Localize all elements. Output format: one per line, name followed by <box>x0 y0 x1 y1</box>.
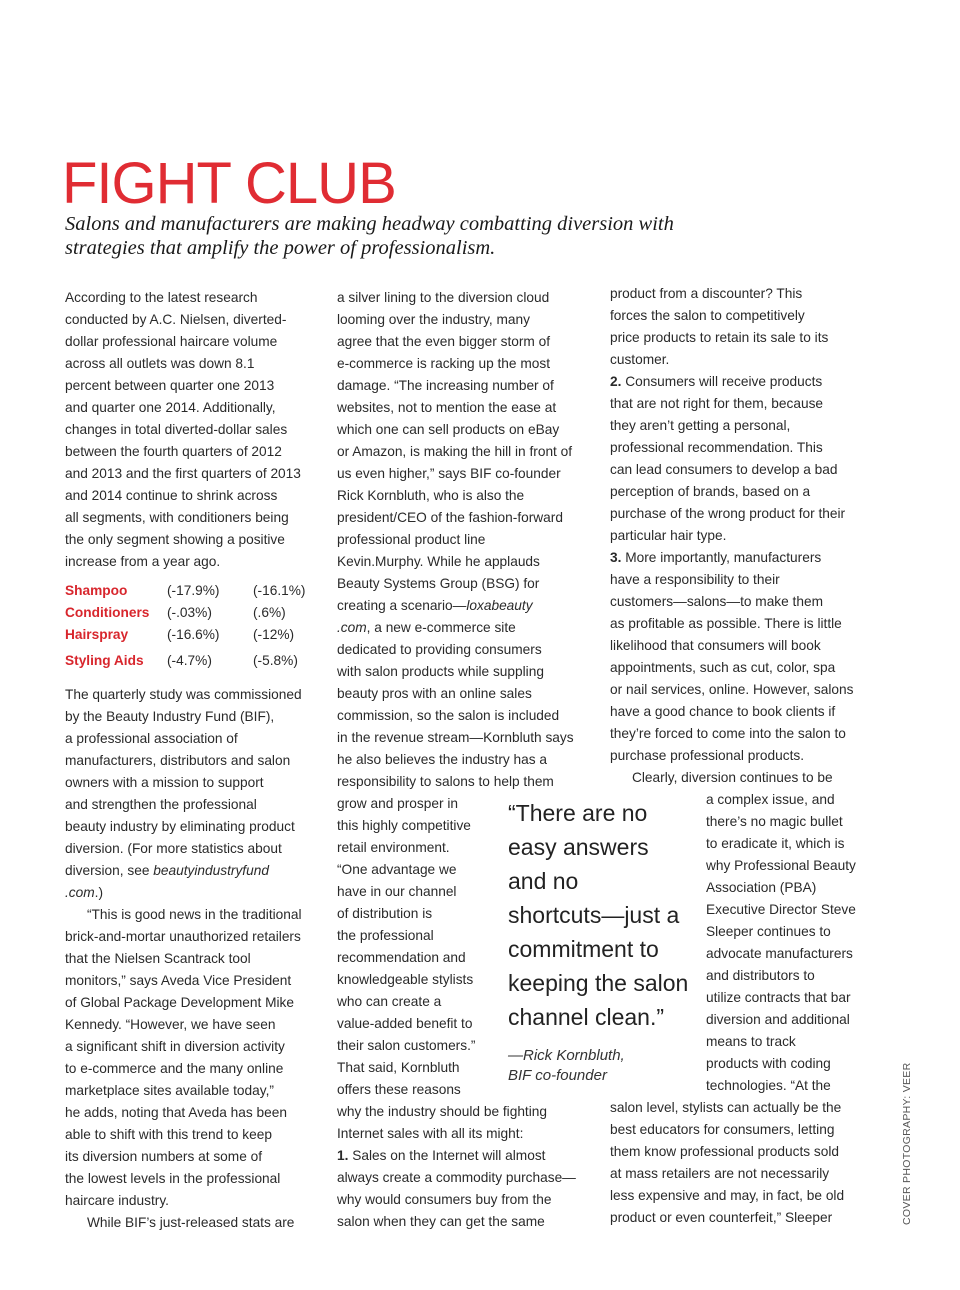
website-link[interactable]: loxabeauty <box>466 598 533 613</box>
text-line <box>337 1145 595 1167</box>
stat-row <box>65 624 323 646</box>
article-subtitle <box>65 212 765 260</box>
website-link[interactable]: .com <box>65 885 95 900</box>
text-line: which one can sell products on eBay <box>337 422 560 437</box>
text-line: beauty pros with an online sales <box>337 686 532 701</box>
text-line: value-added benefit to <box>337 1016 473 1031</box>
text-line: likelihood that consumers will book <box>610 638 821 653</box>
website-link[interactable]: .com <box>337 620 367 635</box>
text-line: Sleeper continues to <box>706 924 831 939</box>
stat-value: (-12%) <box>253 627 295 642</box>
text-line: product from a discounter? This <box>610 286 803 301</box>
text-line: across all outlets was down 8.1 <box>65 356 255 371</box>
text-line: and distributors to <box>706 968 815 983</box>
stat-label: Conditioners <box>65 605 150 620</box>
text-line: changes in total diverted-dollar sales <box>65 422 288 437</box>
text-line: have in our channel <box>337 884 457 899</box>
text-line: Kevin.Murphy. While he applauds <box>337 554 540 569</box>
text-line: recommendation and <box>337 950 466 965</box>
text-line: why Professional Beauty <box>706 858 856 873</box>
text-line: at mass retailers are not necessarily <box>610 1166 830 1181</box>
text-run: Consumers will receive products <box>621 374 823 389</box>
text-line: best educators for consumers, letting <box>610 1122 835 1137</box>
text-line: Association (PBA) <box>706 880 817 895</box>
list-number: 1. <box>337 1148 349 1163</box>
text-line: have a good chance to book clients if <box>610 704 836 719</box>
text-line: products with coding <box>706 1056 831 1071</box>
text-line: forces the salon to competitively <box>610 308 805 323</box>
text-line: price products to retain its sale to its <box>610 330 829 345</box>
stat-label: Hairspray <box>65 627 129 642</box>
column-3 <box>610 283 868 1229</box>
text-line: haircare industry. <box>65 1193 169 1208</box>
quote-line: easy answers <box>508 834 649 860</box>
text-line: technologies. “At the <box>706 1078 831 1093</box>
text-line: knowledgeable stylists <box>337 972 474 987</box>
text-line: dedicated to providing consumers <box>337 642 542 657</box>
stat-row <box>65 580 323 602</box>
attribution-line: BIF co-founder <box>508 1067 607 1084</box>
study-paragraph <box>65 684 323 904</box>
stat-value: (.6%) <box>253 605 286 620</box>
text-line <box>610 371 868 393</box>
intro-paragraph <box>65 287 323 573</box>
text-line: Rick Kornbluth, who is also the <box>337 488 525 503</box>
text-line: grow and prosper in <box>337 796 458 811</box>
text-run: , a new e-commerce site <box>366 620 516 635</box>
text-line: Clearly, diversion continues to be <box>632 770 833 785</box>
text-line: able to shift with this trend to keep <box>65 1127 272 1142</box>
text-line: the professional <box>337 928 434 943</box>
text-line: them know professional products sold <box>610 1144 840 1159</box>
text-line: manufacturers, distributors and salon <box>65 753 291 768</box>
text-line: why would consumers buy from the <box>337 1192 552 1207</box>
list-number: 3. <box>610 550 622 565</box>
text-line: salon level, stylists can actually be the <box>610 1100 842 1115</box>
text-line: Executive Director Steve <box>706 902 856 917</box>
text-line: advocate manufacturers <box>706 946 853 961</box>
text-line: responsibility to salons to help them <box>337 774 554 789</box>
text-line: appointments, such as cut, color, spa <box>610 660 836 675</box>
text-run: More importantly, manufacturers <box>621 550 822 565</box>
text-line: particular hair type. <box>610 528 727 543</box>
text-line: the only segment showing a positive <box>65 532 285 547</box>
text-line: that are not right for them, because <box>610 396 824 411</box>
text-line: as profitable as possible. There is little <box>610 616 842 631</box>
text-line: looming over the industry, many <box>337 312 530 327</box>
article-title: FIGHT CLUB <box>62 151 396 216</box>
text-line: salon when they can get the same <box>337 1214 545 1229</box>
text-run: creating a scenario— <box>337 598 467 613</box>
text-line: diversion and additional <box>706 1012 850 1027</box>
column-2 <box>337 287 595 1233</box>
text-line: between the fourth quarters of 2012 <box>65 444 282 459</box>
text-line: its diversion numbers at some of <box>65 1149 263 1164</box>
subtitle-line: strategies that amplify the power of professionalism. <box>65 237 496 259</box>
text-line: retail environment. <box>337 840 450 855</box>
text-line <box>65 882 323 904</box>
quote-line: “There are no <box>508 800 648 826</box>
text-line: a complex issue, and <box>706 792 835 807</box>
text-line: product or even counterfeit,” Sleeper <box>610 1210 833 1225</box>
text-line: they aren’t getting a personal, <box>610 418 791 433</box>
text-line: there’s no magic bullet <box>706 814 843 829</box>
quote-line: commitment to <box>508 936 659 962</box>
text-line: and 2013 and the first quarters of 2013 <box>65 466 301 481</box>
text-line: owners with a mission to support <box>65 775 264 790</box>
text-line <box>610 547 868 569</box>
text-line: agree that the even bigger storm of <box>337 334 551 349</box>
attribution-line: —Rick Kornbluth, <box>508 1047 625 1064</box>
text-line: utilize contracts that bar <box>706 990 851 1005</box>
text-line: brick-and-mortar unauthorized retailers <box>65 929 301 944</box>
column-1 <box>65 287 323 1234</box>
stat-value: (-17.9%) <box>167 583 220 598</box>
text-line: The quarterly study was commissioned <box>65 687 302 702</box>
text-line: damage. “The increasing number of <box>337 378 554 393</box>
stat-value: (-4.7%) <box>167 653 212 668</box>
text-line: monitors,” says Aveda Vice President <box>65 973 292 988</box>
text-line: less expensive and may, in fact, be old <box>610 1188 845 1203</box>
subtitle-line: Salons and manufacturers are making headway combatting diversion with <box>65 213 674 235</box>
text-line: diversion. (For more statistics about <box>65 841 282 856</box>
text-line: percent between quarter one 2013 <box>65 378 275 393</box>
text-line: a significant shift in diversion activity <box>65 1039 285 1054</box>
text-line: professional product line <box>337 532 486 547</box>
text-line: always create a commodity purchase— <box>337 1170 576 1185</box>
text-line: That said, Kornbluth <box>337 1060 460 1075</box>
text-line: or nail services, online. However, salons <box>610 682 854 697</box>
text-line: can lead consumers to develop a bad <box>610 462 838 477</box>
text-line: and quarter one 2014. Additionally, <box>65 400 276 415</box>
text-line: president/CEO of the fashion-forward <box>337 510 563 525</box>
text-line: have a responsibility to their <box>610 572 780 587</box>
text-run: diversion, see <box>65 863 154 878</box>
text-line: means to track <box>706 1034 796 1049</box>
stat-value: (-.03%) <box>167 605 212 620</box>
text-line: the lowest levels in the professional <box>65 1171 281 1186</box>
text-line: this highly competitive <box>337 818 471 833</box>
text-line: perception of brands, based on a <box>610 484 811 499</box>
text-line: customers—salons—to make them <box>610 594 823 609</box>
text-line: of Global Package Development Mike <box>65 995 295 1010</box>
text-line: While BIF’s just-released stats are <box>87 1215 295 1230</box>
text-line: who can create a <box>337 994 442 1009</box>
stat-value: (-16.1%) <box>253 583 306 598</box>
text-line: in the revenue stream—Kornbluth says <box>337 730 574 745</box>
text-line: “This is good news in the traditional <box>87 907 302 922</box>
text-line <box>337 595 595 617</box>
text-line: professional recommendation. This <box>610 440 823 455</box>
text-line: us even higher,” says BIF co-founder <box>337 466 561 481</box>
text-line: by the Beauty Industry Fund (BIF), <box>65 709 275 724</box>
text-line: he adds, noting that Aveda has been <box>65 1105 287 1120</box>
stat-value: (-16.6%) <box>167 627 220 642</box>
text-line: their salon customers.” <box>337 1038 476 1053</box>
text-line: that the Nielsen Scantrack tool <box>65 951 251 966</box>
quote-line: shortcuts—just a <box>508 902 680 928</box>
text-line: Kennedy. “However, we have seen <box>65 1017 276 1032</box>
stat-label: Shampoo <box>65 583 128 598</box>
text-run: .) <box>94 885 104 900</box>
quote-line: channel clean.” <box>508 1004 664 1030</box>
text-line: increase from a year ago. <box>65 554 221 569</box>
photo-credit: COVER PHOTOGRAPHY: VEER <box>901 1062 913 1225</box>
text-line: Internet sales with all its might: <box>337 1126 524 1141</box>
text-line: purchase of the wrong product for their <box>610 506 846 521</box>
text-line: “One advantage we <box>337 862 457 877</box>
text-line: or Amazon, is making the hill in front of <box>337 444 573 459</box>
text-line: why the industry should be fighting <box>337 1104 548 1119</box>
stats-table <box>65 580 323 676</box>
text-line: to e-commerce and the many online <box>65 1061 284 1076</box>
text-line: a professional association of <box>65 731 238 746</box>
text-line: with salon products while suppling <box>337 664 544 679</box>
list-number: 2. <box>610 374 622 389</box>
text-run: Sales on the Internet will almost <box>348 1148 546 1163</box>
text-line: customer. <box>610 352 670 367</box>
text-line: According to the latest research <box>65 290 258 305</box>
text-line: dollar professional haircare volume <box>65 334 278 349</box>
text-line: of distribution is <box>337 906 433 921</box>
stat-label: Styling Aids <box>65 653 144 668</box>
text-line: a silver lining to the diversion cloud <box>337 290 550 305</box>
stat-row <box>65 602 323 624</box>
text-line: and 2014 continue to shrink across <box>65 488 278 503</box>
text-line: offers these reasons <box>337 1082 461 1097</box>
stat-row <box>65 646 323 676</box>
text-line: websites, not to mention the ease at <box>337 400 557 415</box>
wrap-around-quote <box>610 789 868 1097</box>
quote-line: and no <box>508 868 579 894</box>
stat-value: (-5.8%) <box>253 653 298 668</box>
text-line: marketplace sites available today,” <box>65 1083 274 1098</box>
good-news-paragraph <box>65 904 323 1212</box>
text-line: to eradicate it, which is <box>706 836 845 851</box>
text-line: e-commerce is racking up the most <box>337 356 550 371</box>
text-line: purchase professional products. <box>610 748 805 763</box>
text-line: all segments, with conditioners being <box>65 510 289 525</box>
text-line <box>65 860 323 882</box>
quote-line: keeping the salon <box>508 970 689 996</box>
text-line: conducted by A.C. Nielsen, diverted- <box>65 312 287 327</box>
website-link[interactable]: beautyindustryfund <box>153 863 269 878</box>
text-line: they’re forced to come into the salon to <box>610 726 846 741</box>
text-line: and strengthen the professional <box>65 797 257 812</box>
text-line: beauty industry by eliminating product <box>65 819 295 834</box>
text-line: he also believes the industry has a <box>337 752 548 767</box>
text-line <box>337 617 595 639</box>
text-line: Beauty Systems Group (BSG) for <box>337 576 540 591</box>
text-line: commission, so the salon is included <box>337 708 560 723</box>
